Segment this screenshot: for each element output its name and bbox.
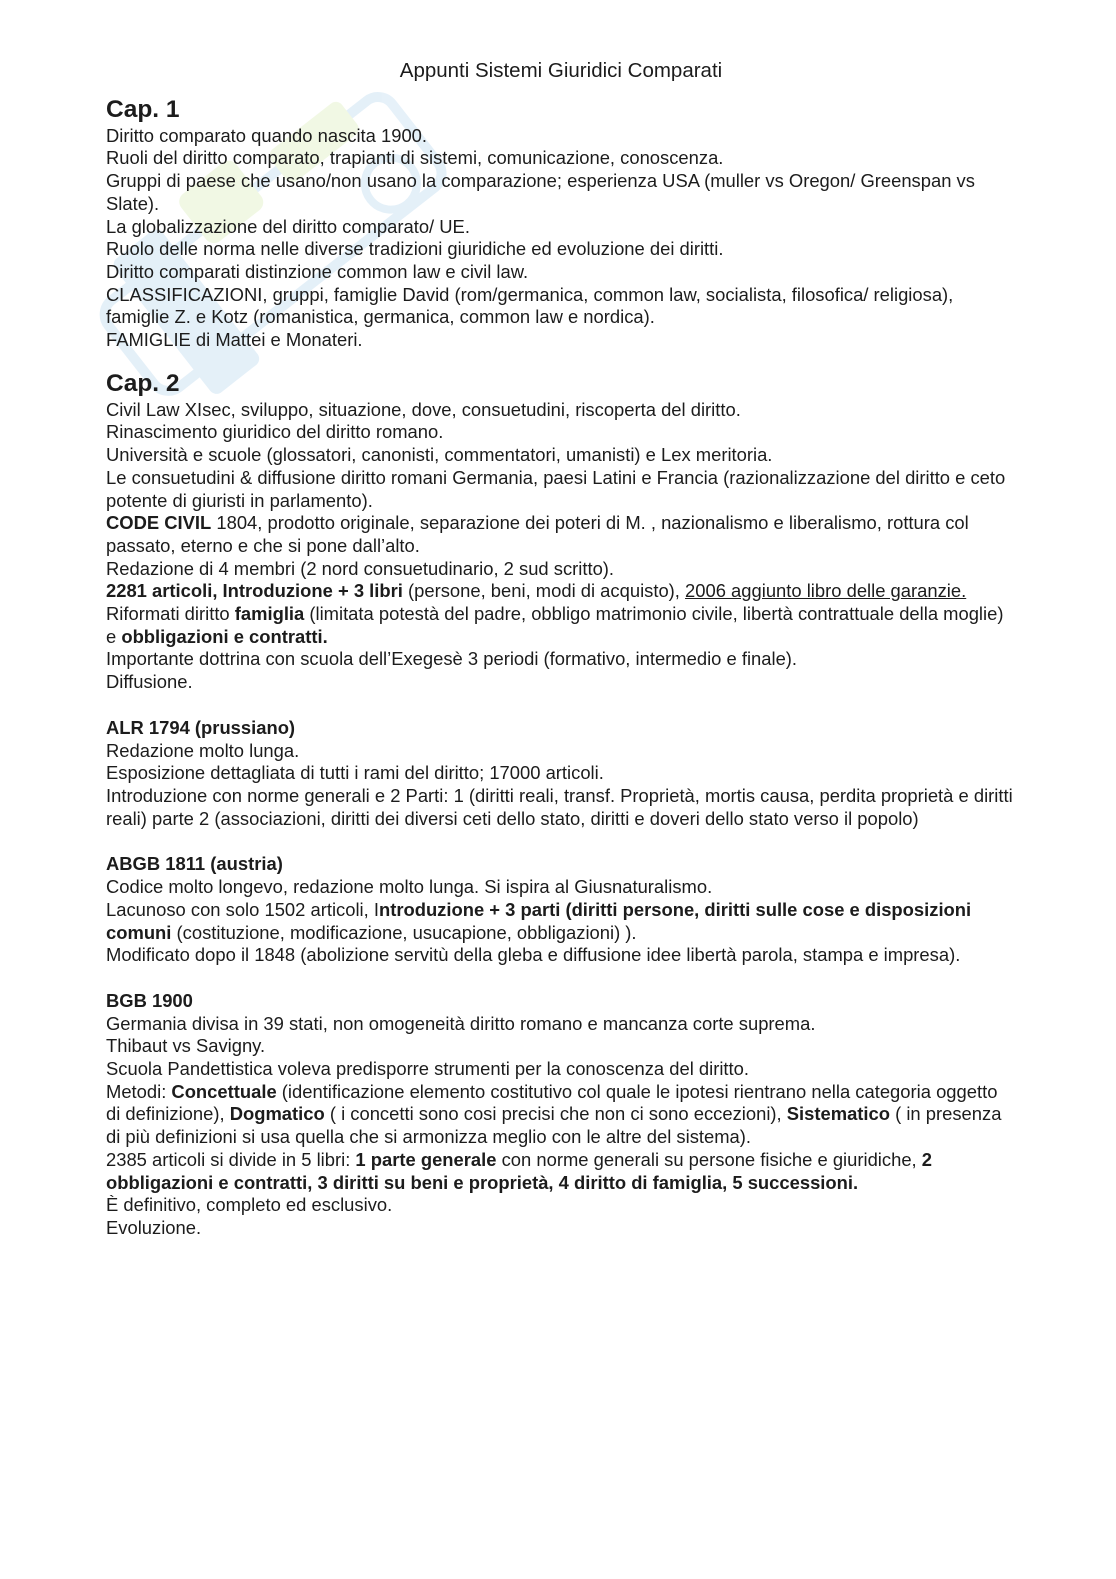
obbligazioni-bold: obbligazioni e contratti.: [121, 625, 328, 647]
bgb-line: Germania divisa in 39 stati, non omogeneità diritto romano e mancanza corte suprema.: [106, 1012, 816, 1034]
cap1-line: Gruppi di paese che usano/non usano la comparazione; esperienza USA (muller vs Oregon/ Greenspan vs Slate).: [106, 170, 975, 214]
cap1-line: FAMIGLIE di Mattei e Monateri.: [106, 329, 363, 351]
cap2-line: Importante dottrina con scuola dell’Exegesè 3 periodi (formativo, intermedio e finale).: [106, 648, 798, 670]
cap2-line: Le consuetudini & diffusione diritto romani Germania, paesi Latini e Francia (razionalizzazione del diritto e ceto potente di giuristi in parlamento).: [106, 466, 1006, 511]
cap2-line: Rinascimento giuridico del diritto romano.: [106, 421, 444, 443]
famiglia-bold: famiglia: [234, 603, 305, 625]
abgb-text-2: (costituzione, modificazione, usucapione, obbligazioni) ).: [171, 921, 637, 943]
cap1-line: Diritto comparati distinzione common law e civil law.: [106, 260, 529, 282]
dogmatico-bold: Dogmatico: [229, 1103, 325, 1125]
methods-text: (identificazione elemento costitutivo col quale le ipotesi rientrano nella categoria oggetto di definizione),: [106, 1080, 998, 1125]
cap1-line: Ruolo delle norma nelle diverse tradizioni giuridiche ed evoluzione dei diritti.: [106, 238, 724, 260]
cap2-line: Redazione di 4 membri (2 nord consuetudinario, 2 sud scritto).: [106, 557, 615, 579]
alr-heading: ALR 1794 (prussiano): [106, 716, 296, 738]
code-civil-text: 1804, prodotto originale, separazione dei poteri di M. , nazionalismo e liberalismo, rottura col passato, eterno e che si pone dall’alto.: [106, 512, 969, 556]
abgb-line: Codice molto longevo, redazione molto lunga. Si ispira al Giusnaturalismo.: [106, 876, 713, 898]
code-civil-bold: CODE CIVIL: [106, 512, 212, 534]
chapter-2-heading: Cap. 2: [106, 369, 180, 397]
sistematico-bold: Sistematico: [786, 1103, 890, 1125]
bgb-line: Thibaut vs Savigny.: [106, 1035, 266, 1057]
articles-text: (persone, beni, modi di acquisto),: [402, 580, 686, 602]
cap1-line: Diritto comparato quando nascita 1900.: [106, 124, 428, 146]
cap2-line: Università e scuole (glossatori, canonisti, commentatori, umanisti) e Lex meritoria.: [106, 444, 773, 466]
document-body: [106, 60, 1016, 1240]
riformati-text: Riformati diritto: [106, 603, 235, 625]
methods-text-2: ( i concetti sono cosi precisi che non ci sono eccezioni),: [324, 1103, 787, 1125]
bgb-articles-text-2: con norme generali su persone fisiche e giuridiche,: [496, 1148, 922, 1170]
alr-line: Redazione molto lunga.: [106, 739, 300, 761]
bgb-line: È definitivo, completo ed esclusivo.: [106, 1194, 393, 1216]
cap2-line: Diffusione.: [106, 671, 193, 693]
alr-line: Esposizione dettagliata di tutti i rami del diritto; 17000 articoli.: [106, 762, 604, 784]
cap1-line: Ruoli del diritto comparato, trapianti di sistemi, comunicazione, conoscenza.: [106, 147, 724, 169]
code-civil-paragraph: [106, 512, 1016, 557]
bgb-methods-paragraph: [106, 1081, 1016, 1149]
methods-text-3: ( in presenza di più definizioni si usa quella che si armonizza meglio con le altre del sistema).: [106, 1103, 1002, 1148]
garanzie-underlined: 2006 aggiunto libro delle garanzie.: [685, 580, 967, 602]
abgb-line: Modificato dopo il 1848 (abolizione servitù della gleba e diffusione idee libertà parola, stampa e impresa).: [106, 944, 961, 966]
document-title: Appunti Sistemi Giuridici Comparati: [399, 59, 723, 82]
abgb-text: Lacunoso con solo 1502 articoli, I: [106, 898, 379, 920]
methods-label: Metodi:: [106, 1080, 172, 1102]
cap2-line: Civil Law XIsec, sviluppo, situazione, dove, consuetudini, riscoperta del diritto.: [106, 398, 741, 420]
abgb-bold: ntroduzione + 3 parti (diritti persone, diritti sulle cose e disposizioni comuni: [106, 898, 972, 943]
libri-bold: 2 obbligazioni e contratti, 3 diritti su beni e proprietà, 4 diritto di famiglia, 5 successioni.: [106, 1148, 932, 1193]
articles-bold: 2281 articoli, Introduzione + 3 libri: [106, 580, 403, 602]
bgb-articles-text: 2385 articoli si divide in 5 libri:: [106, 1148, 356, 1170]
parte-generale-bold: 1 parte generale: [355, 1148, 497, 1170]
cap1-line: CLASSIFICAZIONI, gruppi, famiglie David (rom/germanica, common law, socialista, filosofica/ religiosa), famiglie Z. e Kotz (romanistica, germanica, common law e nordica).: [106, 283, 954, 328]
concettuale-bold: Concettuale: [171, 1080, 277, 1102]
chapter-1-heading: Cap. 1: [106, 95, 180, 123]
bgb-line: Scuola Pandettistica voleva predisporre strumenti per la conoscenza del diritto.: [106, 1058, 749, 1080]
riformati-text-2: (limitata potestà del padre, obbligo matrimonio civile, libertà contrattuale della moglie) e: [106, 603, 1004, 647]
bgb-articles-paragraph: [106, 1149, 1016, 1194]
cap1-line: La globalizzazione del diritto comparato/ UE.: [106, 215, 470, 237]
bgb-line: Evoluzione.: [106, 1216, 202, 1238]
riformati-paragraph: [106, 603, 1016, 648]
abgb-heading: ABGB 1811 (austria): [106, 853, 283, 875]
bgb-heading: BGB 1900: [106, 989, 193, 1011]
alr-line: Introduzione con norme generali e 2 Parti: 1 (diritti reali, transf. Proprietà, mortis causa, perdita proprietà e diritti reali) parte 2 (associazioni, diritti dei diversi ceti dello stato, diritti e doveri dello stato verso il popolo): [106, 784, 1013, 829]
articles-paragraph: [106, 580, 1016, 603]
abgb-articles-paragraph: [106, 899, 1016, 944]
